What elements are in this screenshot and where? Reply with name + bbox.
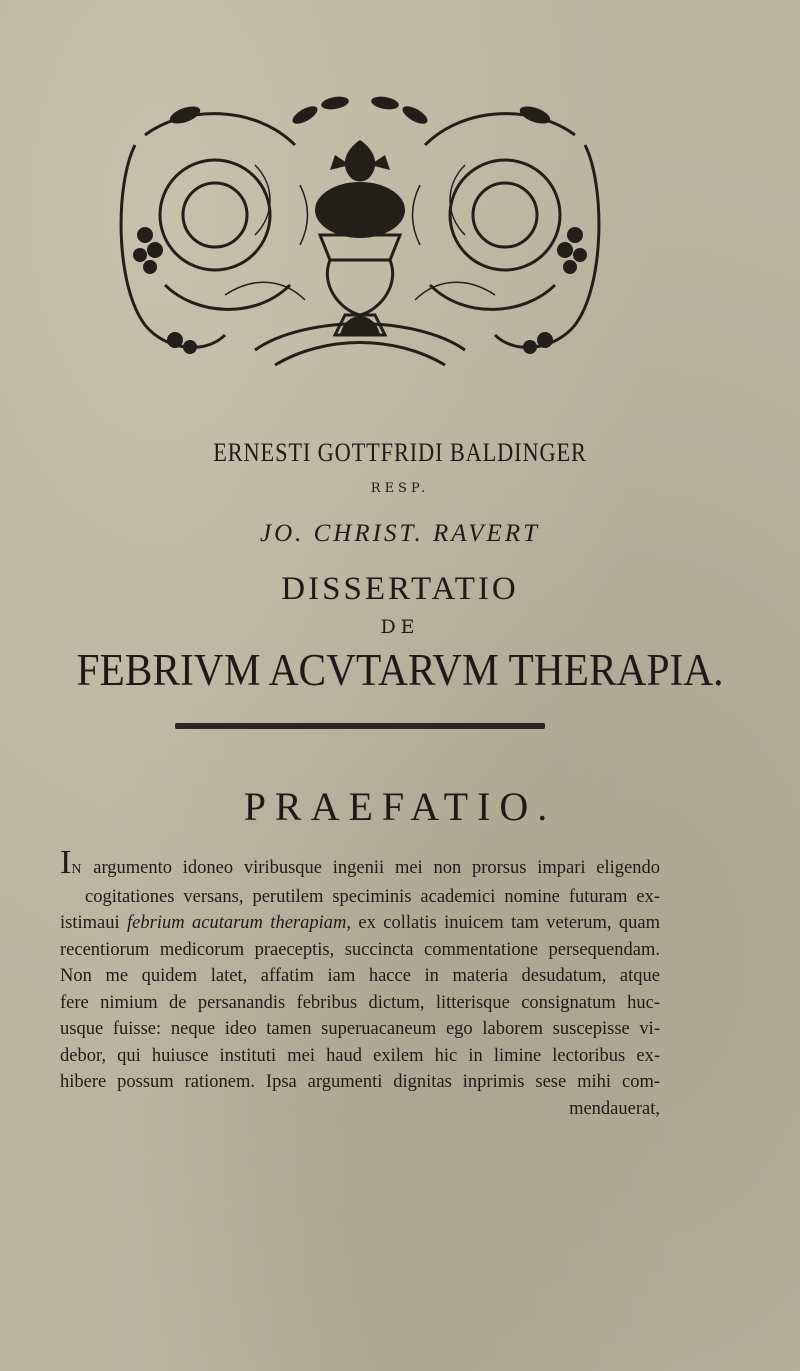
horizontal-rule xyxy=(175,722,545,730)
text-line: cogitationes versans, perutilem speciminis academici nomine futuram ex- xyxy=(85,886,660,907)
respondent-name: JO. CHRIST. RAVERT xyxy=(259,520,541,547)
text-line: recentiorum medicorum praeceptis, succincta commentatione persequendam. xyxy=(60,939,660,960)
dissertation-label: DISSERTATIO xyxy=(281,571,519,607)
text-line: Non me quidem latet, affatim iam hacce in materia desudatum, atque xyxy=(60,966,660,986)
author-name: ERNESTI GOTTFRIDI BALDINGER xyxy=(213,438,587,467)
ornamental-headpiece-icon xyxy=(105,85,615,380)
dissertation-title: FEBRIVM ACVTARVM THERAPIA. xyxy=(76,645,724,695)
drop-capital-rest: N xyxy=(71,862,83,877)
body-text xyxy=(60,844,660,1122)
section-heading: PRAEFATIO. xyxy=(243,784,557,829)
drop-capital: I xyxy=(60,844,72,881)
text-line xyxy=(60,844,660,884)
text-line xyxy=(60,910,660,937)
italic-phrase: febrium acutarum therapiam xyxy=(127,913,347,933)
text-segment: argumento idoneo viribusque ingenii mei non prorsus impari eligendo xyxy=(93,858,660,878)
text-segment: istimaui xyxy=(60,913,120,933)
text-line: hibere possum rationem. Ipsa argumenti dignitas inprimis sese mihi com- xyxy=(60,1072,660,1092)
text-line: mendauerat, xyxy=(569,1098,660,1119)
text-line: usque fuisse: neque ideo tamen superuacaneum ego laborem suscepisse vi- xyxy=(60,1019,660,1039)
text-line: fere nimium de persanandis febribus dictum, litterisque consignatum huc- xyxy=(60,992,660,1013)
respondent-label: RESP. xyxy=(370,481,430,496)
text-line: debor, qui huiusce instituti mei haud exilem hic in limine lectoribus ex- xyxy=(60,1045,660,1066)
text-segment: , ex collatis inuicem tam veterum, quam xyxy=(346,913,660,933)
preposition-de: DE xyxy=(380,616,420,638)
